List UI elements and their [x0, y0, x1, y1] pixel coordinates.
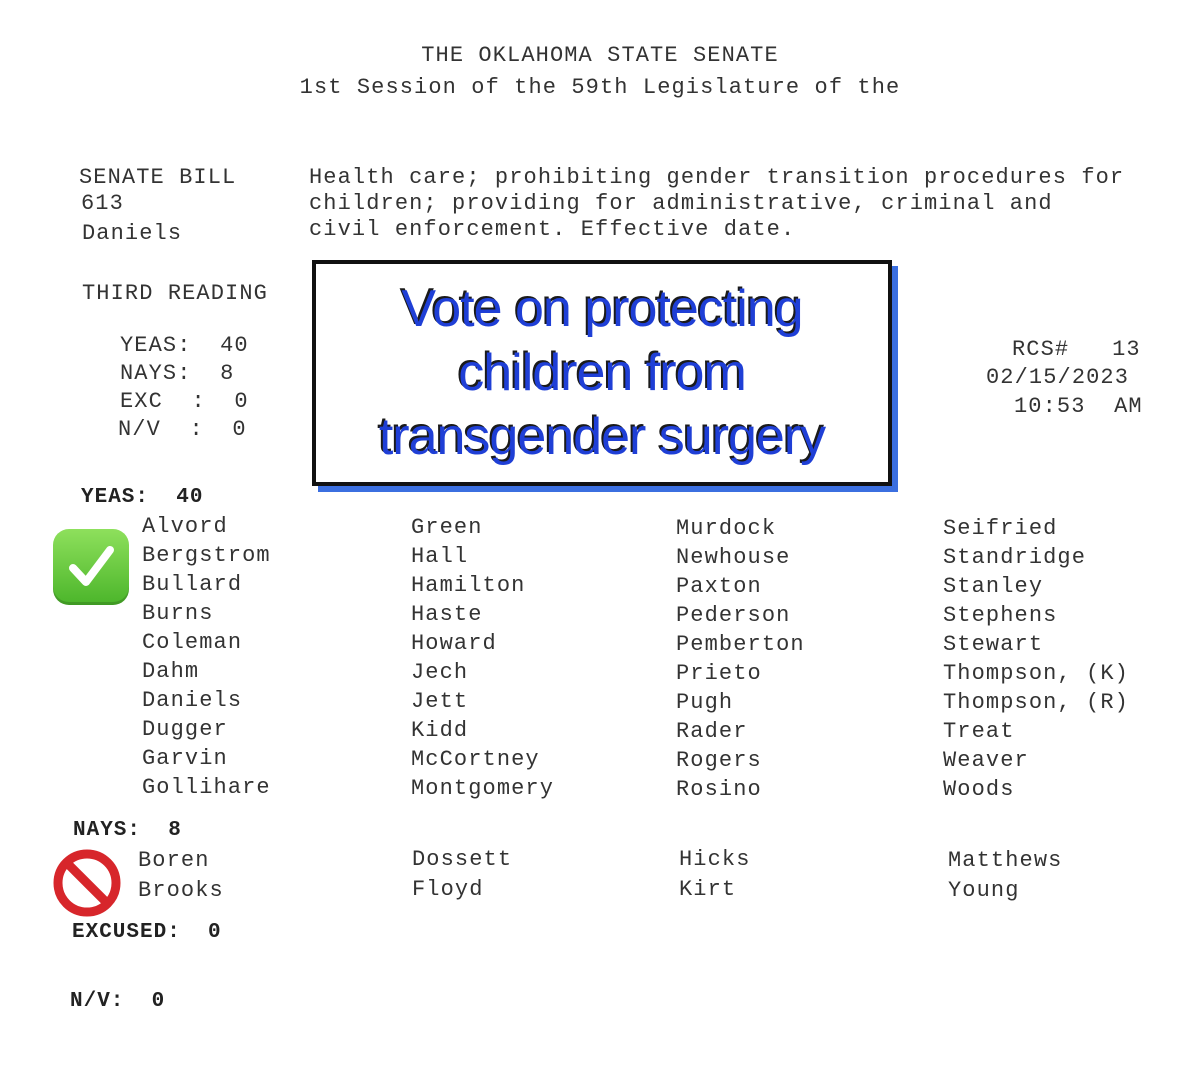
yea-senator-name: Paxton	[676, 574, 762, 599]
callout-line-3: transgender surgery	[378, 408, 826, 466]
yea-senator-name: Treat	[943, 719, 1015, 744]
yea-senator-name: Stephens	[943, 603, 1058, 628]
yea-senator-name: Stewart	[943, 632, 1044, 657]
yea-senator-name: Woods	[943, 777, 1015, 802]
yea-senator-name: Seifried	[943, 516, 1058, 541]
tally-not-voting: N/V : 0	[118, 417, 247, 442]
session-line: 1st Session of the 59th Legislature of the	[299, 75, 901, 100]
yea-senator-name: Pederson	[676, 603, 791, 628]
yea-senator-name: Coleman	[142, 630, 243, 655]
yea-senator-name: Garvin	[142, 746, 228, 771]
tally-excused: EXC : 0	[120, 389, 249, 414]
yea-senator-name: Jett	[411, 689, 469, 714]
nay-senator-name: Floyd	[412, 877, 484, 902]
yea-senator-name: Hamilton	[411, 573, 526, 598]
yea-senator-name: Thompson, (R)	[943, 690, 1129, 715]
yea-senator-name: McCortney	[411, 747, 540, 772]
nay-senator-name: Brooks	[138, 878, 224, 903]
nay-senator-name: Dossett	[412, 847, 513, 872]
yea-senator-name: Newhouse	[676, 545, 791, 570]
yea-senator-name: Rosino	[676, 777, 762, 802]
nay-senator-name: Matthews	[948, 848, 1063, 873]
yea-senator-name: Kidd	[411, 718, 469, 743]
nay-senator-name: Young	[948, 878, 1020, 903]
yea-senator-name: Hall	[411, 544, 469, 569]
yea-senator-name: Murdock	[676, 516, 777, 541]
bill-description: Health care; prohibiting gender transition procedures for children; providing for administrative, criminal and civil enforcement. Effective date.	[309, 165, 1125, 242]
not-voting-heading: N/V: 0	[70, 990, 166, 1013]
yea-senator-name: Rogers	[676, 748, 762, 773]
yea-senator-name: Stanley	[943, 574, 1044, 599]
nay-senator-name: Hicks	[679, 847, 751, 872]
yea-senator-name: Jech	[411, 660, 469, 685]
tally-nays: NAYS: 8	[120, 361, 235, 386]
yea-senator-name: Howard	[411, 631, 497, 656]
prohibited-icon	[52, 848, 122, 918]
yea-senator-name: Gollihare	[142, 775, 271, 800]
yea-senator-name: Haste	[411, 602, 483, 627]
yea-senator-name: Green	[411, 515, 483, 540]
yea-senator-name: Alvord	[142, 514, 228, 539]
yea-senator-name: Rader	[676, 719, 748, 744]
yea-senator-name: Bergstrom	[142, 543, 271, 568]
yea-senator-name: Weaver	[943, 748, 1029, 773]
yeas-heading: YEAS: 40	[81, 486, 204, 509]
yea-senator-name: Daniels	[142, 688, 243, 713]
rcs-time: 10:53 AM	[1014, 394, 1143, 419]
check-mark-icon	[53, 529, 129, 605]
yea-senator-name: Dugger	[142, 717, 228, 742]
yea-senator-name: Burns	[142, 601, 214, 626]
callout-line-2: children from	[458, 344, 746, 402]
rcs-number: RCS# 13	[1012, 337, 1141, 362]
nay-senator-name: Boren	[138, 848, 210, 873]
nay-senator-name: Kirt	[679, 877, 737, 902]
bill-number: 613	[81, 191, 124, 216]
yea-senator-name: Pemberton	[676, 632, 805, 657]
bill-label: SENATE BILL	[79, 165, 237, 190]
yea-senator-name: Prieto	[676, 661, 762, 686]
yea-senator-name: Thompson, (K)	[943, 661, 1129, 686]
nays-heading: NAYS: 8	[73, 819, 182, 842]
excused-heading: EXCUSED: 0	[72, 921, 222, 944]
yea-senator-name: Dahm	[142, 659, 200, 684]
senate-title: THE OKLAHOMA STATE SENATE	[421, 43, 779, 68]
bill-author: Daniels	[82, 221, 183, 246]
reading-stage: THIRD READING	[82, 281, 268, 306]
rcs-date: 02/15/2023	[986, 365, 1130, 390]
tally-yeas: YEAS: 40	[120, 333, 249, 358]
yea-senator-name: Pugh	[676, 690, 734, 715]
yea-senator-name: Montgomery	[411, 776, 555, 801]
callout-line-1: Vote on protecting	[401, 280, 803, 338]
yea-senator-name: Standridge	[943, 545, 1087, 570]
yea-senator-name: Bullard	[142, 572, 243, 597]
callout-box	[312, 260, 892, 486]
